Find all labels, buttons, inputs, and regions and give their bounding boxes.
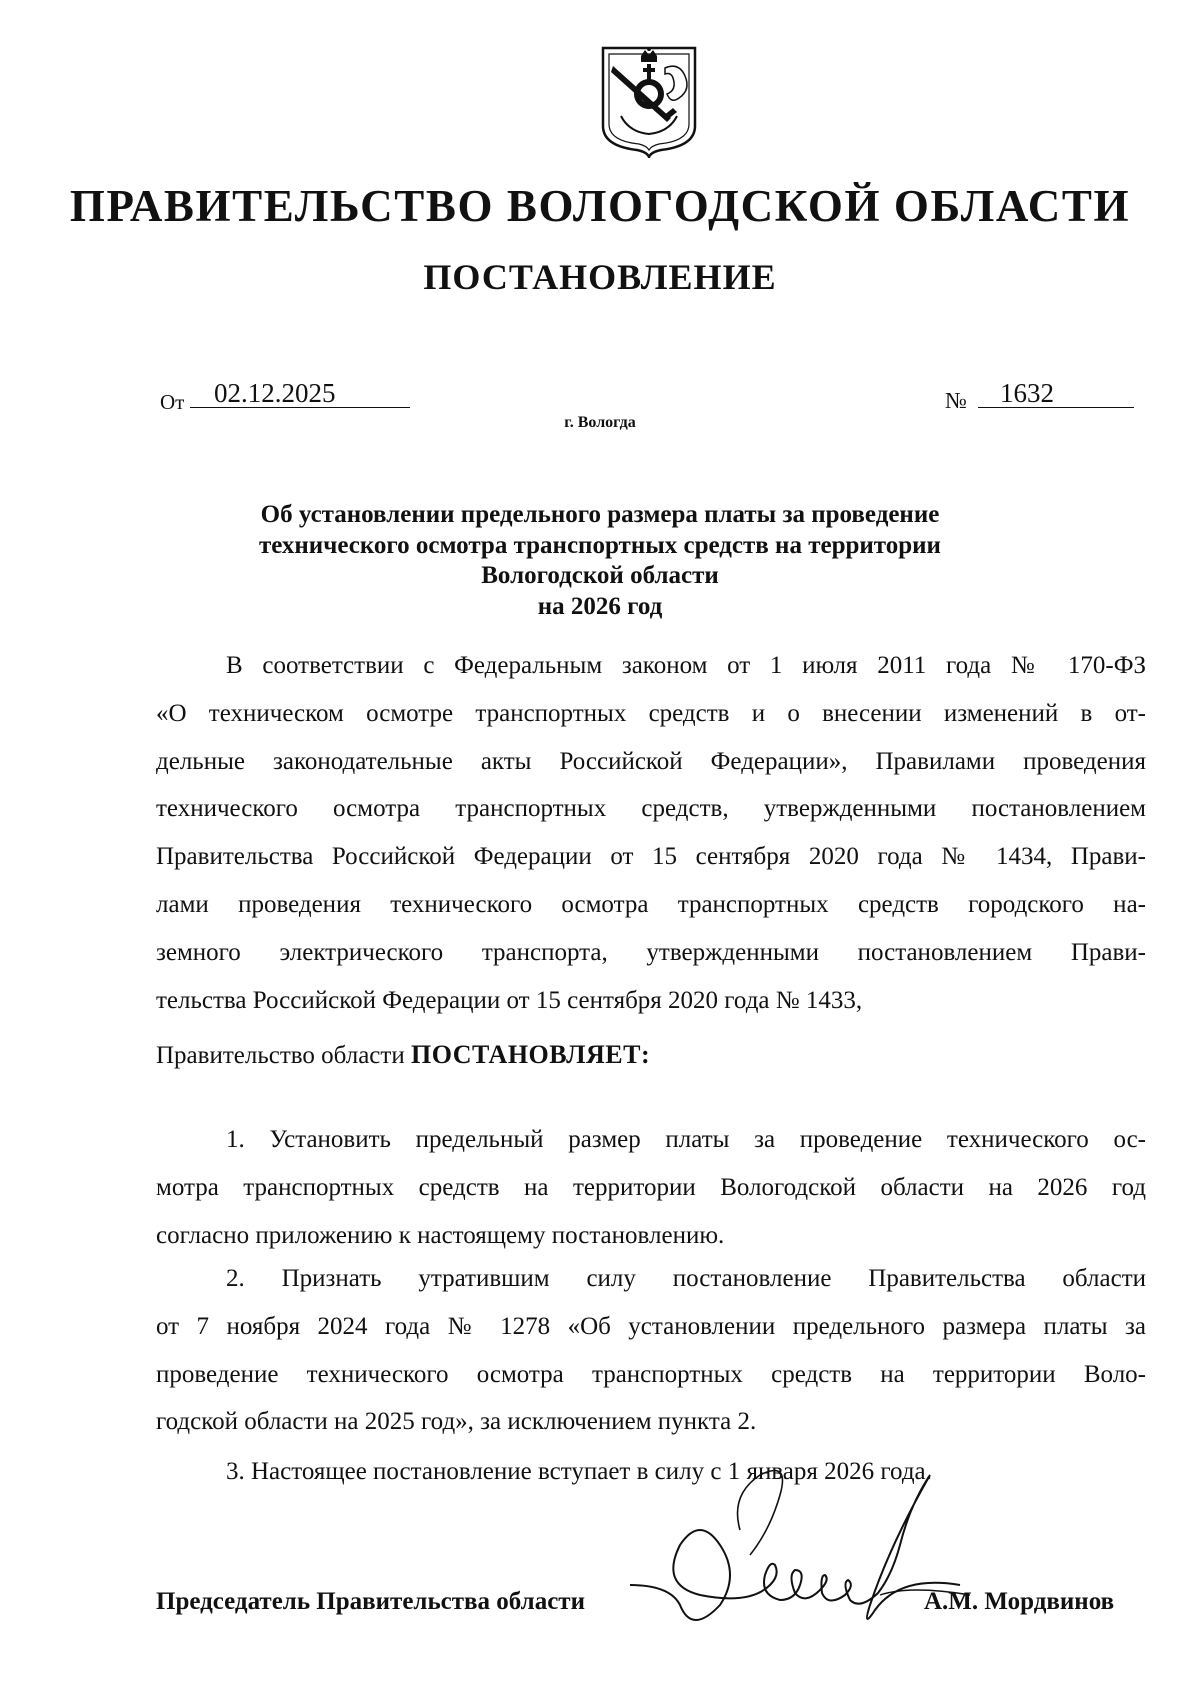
- item-line: мотра транспортных средств на территории Вологодской области на 2026 год: [156, 1173, 1146, 1201]
- item-line: 1. Установить предельный размер платы за проведение технического ос-: [226, 1126, 1146, 1153]
- preamble-paragraph: [156, 642, 1146, 1024]
- document-date: 02.12.2025: [190, 378, 410, 408]
- item-2: [156, 1255, 1146, 1446]
- signer-name: А.М. Мордвинов: [924, 1588, 1115, 1615]
- coat-of-arms-emblem: [601, 46, 697, 158]
- subject-line: Вологодской области: [481, 562, 719, 589]
- item-line: проведение технического осмотра транспортных средств на территории Воло-: [156, 1360, 1146, 1388]
- document-number: 1632: [978, 378, 1134, 408]
- item-line: 3. Настоящее постановление вступает в силу с 1 января 2026 года.: [226, 1458, 932, 1485]
- subject-line: технического осмотра транспортных средств на территории: [259, 531, 941, 559]
- item-line: 2. Признать утратившим силу постановление Правительства области: [226, 1265, 1146, 1292]
- subject-line: Об установлении предельного размера платы за проведение: [260, 501, 940, 528]
- subject-line: на 2026 год: [537, 592, 663, 620]
- item-line: годской области на 2025 год», за исключением пункта 2.: [156, 1408, 757, 1436]
- date-label: От: [160, 390, 185, 414]
- preamble-line: В соответствии с Федеральным законом от 1 июля 2011 года № 170-ФЗ: [226, 652, 1146, 679]
- item-1: [156, 1116, 1146, 1259]
- preamble-line: технического осмотра транспортных средств, утвержденными постановлением: [156, 795, 1146, 823]
- preamble-line: дельные законодательные акты Российской Федерации», Правилами проведения: [156, 747, 1146, 775]
- city-label: г. Вологда: [564, 414, 636, 431]
- preamble-line: тельства Российской Федерации от 15 сентября 2020 года № 1433,: [156, 986, 863, 1014]
- decree-keyword: ПОСТАНОВЛЯЕТ:: [410, 1040, 651, 1069]
- decree-prefix: Правительство области: [156, 1042, 405, 1069]
- decree-line: [156, 1035, 650, 1076]
- item-line: от 7 ноября 2024 года № 1278 «Об установлении предельного размера платы за: [156, 1312, 1146, 1340]
- item-line: согласно приложению к настоящему постановлению.: [156, 1221, 725, 1249]
- preamble-line: «О техническом осмотре транспортных средств и о внесении изменений в от-: [156, 699, 1146, 727]
- preamble-line: Правительства Российской Федерации от 15 сентября 2020 года № 1434, Прави-: [156, 843, 1146, 871]
- government-title: ПРАВИТЕЛЬСТВО ВОЛОГОДСКОЙ ОБЛАСТИ: [69, 181, 1131, 231]
- signer-title: Председатель Правительства области: [156, 1588, 585, 1615]
- handwritten-signature: [630, 1435, 970, 1665]
- preamble-line: лами проведения технического осмотра транспортных средств городского на-: [156, 890, 1146, 918]
- preamble-line: земного электрического транспорта, утвержденными постановлением Прави-: [156, 938, 1146, 966]
- document-type-title: ПОСТАНОВЛЕНИЕ: [423, 257, 777, 297]
- document-subject: [150, 500, 1050, 622]
- number-label: №: [945, 388, 967, 413]
